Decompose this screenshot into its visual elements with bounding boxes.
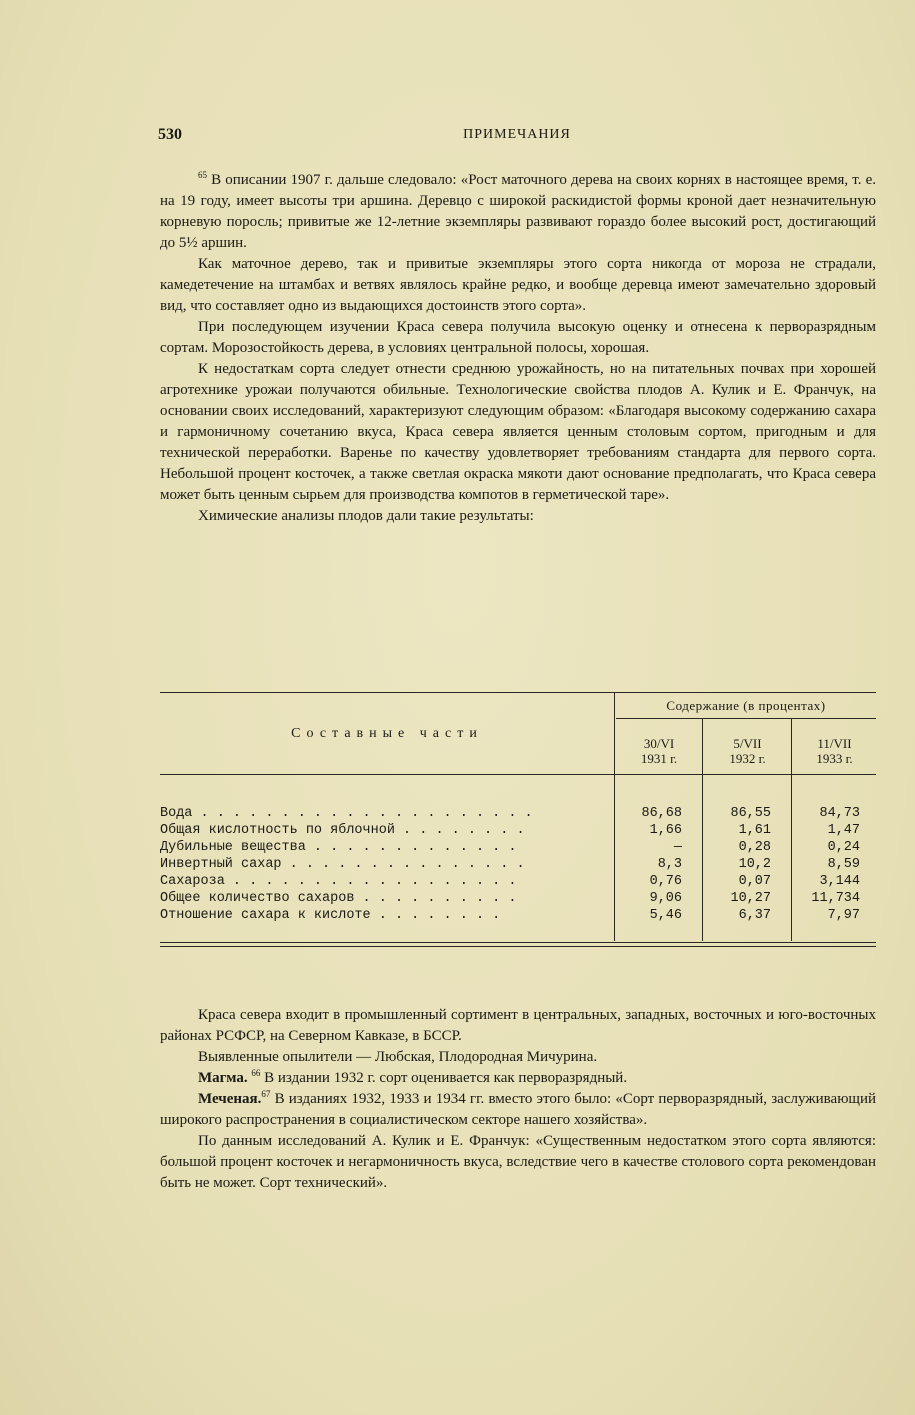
footnote-number: 67 xyxy=(261,1089,271,1099)
cell-value: 84,73 xyxy=(819,806,860,821)
column-divider xyxy=(702,719,703,774)
column-group-header: Содержание (в процентах) xyxy=(666,698,826,713)
table-row xyxy=(160,908,876,925)
column-divider xyxy=(791,719,792,774)
row-label: Сахароза . . . . . . . . . . . . . . . . . . xyxy=(160,874,517,889)
footnote-number: 66 xyxy=(251,1068,261,1078)
paragraph: Краса севера входит в промышленный сортимент в центральных, западных, восточных и юго-восточных районах РСФСР, на Северном Кавказе, в БССР. xyxy=(160,1007,876,1044)
column-header-1931 xyxy=(616,736,702,766)
cell-value: 5,46 xyxy=(649,908,682,923)
paragraph: Как маточное дерево, так и привитые экземпляры этого сорта никогда от мороза не страдали, камедетечение на штамбах и ветвях являлось крайне редко, и вообще деревца имеют замечательно здоровый вид, что составляет одно из выдающихся достоинств этого сорта». xyxy=(160,256,876,314)
footnote-number: 65 xyxy=(198,170,207,180)
cell-value: 9,06 xyxy=(649,891,682,906)
table-row xyxy=(160,840,876,857)
paragraph: При последующем изучении Краса севера получила высокую оценку и отнесена к перворазрядным сортам. Морозостойкость дерева, в условиях центральной полосы, хорошая. xyxy=(160,319,876,356)
cell-value: 11,734 xyxy=(811,891,860,906)
row-label: Общая кислотность по яблочной . . . . . . . . xyxy=(160,823,525,838)
row-label: Общее количество сахаров . . . . . . . . . . xyxy=(160,891,517,906)
cell-value: 1,47 xyxy=(827,823,860,838)
column-date: 30/VI xyxy=(643,736,675,751)
paragraph: По данным исследований А. Кулик и Е. Франчук: «Существенным недостатком этого сорта являются: большой процент косточек и негармоничность вкуса, вследствие чего в качестве столового сорта рекомендован быть не может. Сорт технический». xyxy=(160,1133,876,1191)
cell-value: 1,61 xyxy=(738,823,771,838)
column-date: 5/VII xyxy=(733,736,762,751)
paragraph-text: В издании 1932 г. сорт оценивается как перворазрядный. xyxy=(264,1070,628,1086)
header-divider xyxy=(614,692,615,774)
row-label: Инвертный сахар . . . . . . . . . . . . . . . xyxy=(160,857,525,872)
column-header-parts: Составные части xyxy=(291,726,483,741)
cell-value: 86,55 xyxy=(730,806,771,821)
paragraph: К недостаткам сорта следует отнести среднюю урожайность, но на питательных почвах при хорошей агротехнике урожаи получаются обильные. Технологические свойства плодов А. Кулик и Е. Франчук, на основании своих исследований, характеризуют следующим образом: «Благодаря высокому содержанию сахара и гармоничному сочетанию вкуса, Краса севера является ценным столовым сортом, пригодным и для технической переработки. Варенье по качеству удовлетворяет требованиям стандарта для первого сорта. Небольшой процент косточек, а также светлая окраска мякоти дают основание предполагать, что Краса севера может быть ценным сырьем для производства компотов в герметической таре». xyxy=(160,361,876,503)
column-header-1933 xyxy=(793,736,876,766)
column-year: 1933 г. xyxy=(816,751,853,766)
table-row xyxy=(160,806,876,823)
cell-value: — xyxy=(673,840,682,855)
cell-value: 0,76 xyxy=(649,874,682,889)
cell-value: 0,28 xyxy=(738,840,771,855)
table-row xyxy=(160,823,876,840)
page-header xyxy=(158,126,876,148)
row-label: Вода . . . . . . . . . . . . . . . . . . . . . xyxy=(160,806,533,821)
table-row xyxy=(160,891,876,908)
group-header-rule xyxy=(616,718,876,719)
paragraph-text: В описании 1907 г. дальше следовало: «Рост маточного дерева на своих корнях в настоящее время, т. е. на 19 году, имеет высоты три аршина. Деревцо с широкой раскидистой формы кроной дает незначительную корневую поросль; привитые же 12-летние экземпляры развивают гораздо более высокий рост, достигающий до 5½ аршин. xyxy=(160,172,876,251)
cell-value: 10,27 xyxy=(730,891,771,906)
notes-block-top xyxy=(160,170,876,527)
cell-value: 10,2 xyxy=(738,857,771,872)
paragraph: Выявленные опылители — Любская, Плодородная Мичурина. xyxy=(198,1049,598,1065)
paragraph-text: В изданиях 1932, 1933 и 1934 гг. вместо этого было: «Сорт перворазрядный, заслуживающий широкого распространения в социалистическом секторе нашего хозяйства». xyxy=(160,1091,877,1128)
cell-value: 86,68 xyxy=(641,806,682,821)
cell-value: 7,97 xyxy=(827,908,860,923)
note-66-paragraph xyxy=(160,1068,876,1089)
column-date: 11/VII xyxy=(817,736,852,751)
table-bottom-rule-2 xyxy=(160,946,876,947)
table-row xyxy=(160,857,876,874)
table-top-rule xyxy=(160,692,876,693)
cell-value: 8,59 xyxy=(827,857,860,872)
table-bottom-rule xyxy=(160,942,876,943)
running-title: ПРИМЕЧАНИЯ xyxy=(463,127,571,142)
paragraph: Химические анализы плодов дали такие результаты: xyxy=(198,508,534,524)
page-number: 530 xyxy=(158,126,182,143)
cell-value: 8,3 xyxy=(657,857,682,872)
cell-value: 1,66 xyxy=(649,823,682,838)
notes-block-bottom xyxy=(160,1005,876,1194)
note-65-paragraph xyxy=(160,170,876,254)
cell-value: 0,07 xyxy=(738,874,771,889)
cell-value: 6,37 xyxy=(738,908,771,923)
variety-title: Меченая. xyxy=(198,1091,262,1107)
table-row xyxy=(160,874,876,891)
cell-value: 3,144 xyxy=(819,874,860,889)
header-bottom-rule xyxy=(160,774,876,775)
note-67-paragraph xyxy=(160,1089,876,1131)
column-year: 1931 г. xyxy=(640,751,678,766)
variety-title: Магма. xyxy=(198,1070,248,1086)
row-label: Отношение сахара к кислоте . . . . . . . . xyxy=(160,908,501,923)
row-label: Дубильные вещества . . . . . . . . . . . . . xyxy=(160,840,517,855)
cell-value: 0,24 xyxy=(827,840,860,855)
column-year: 1932 г. xyxy=(729,751,766,766)
column-header-1932 xyxy=(704,736,791,766)
